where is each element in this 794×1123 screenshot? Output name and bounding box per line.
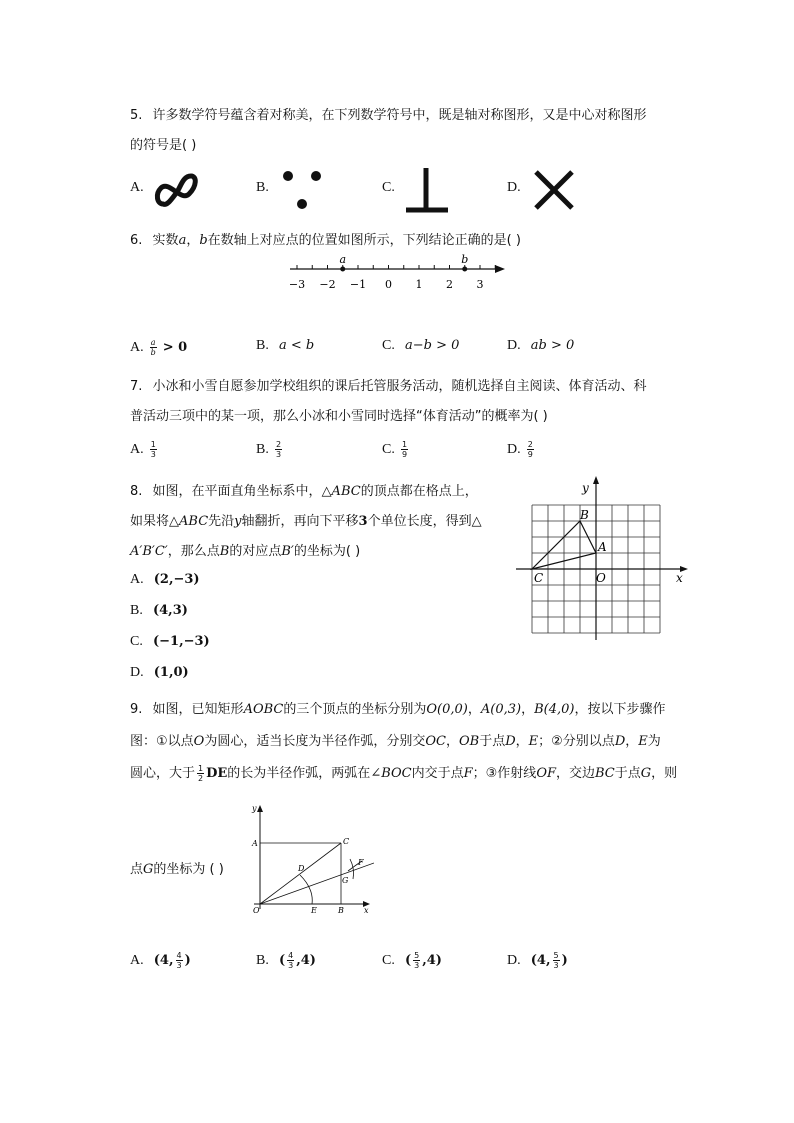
q9-arc-de [300, 875, 312, 904]
q7-option-c-frac [401, 440, 408, 459]
q6-option-b-expr: a < b [278, 338, 315, 353]
q8-num3: 3 [358, 514, 368, 529]
q8-l2b: 先沿 [208, 514, 235, 529]
q9-d-post: ) [561, 953, 568, 968]
q6-stem [130, 229, 521, 248]
q8-l2c: 轴翻折，再向下平移 [241, 514, 359, 529]
because-three-dots-symbol-icon [278, 166, 328, 214]
q9-stem-line1: 9. 如图，已知矩形AOBC的三个顶点的坐标分别为O(0,0)，A(0,3)，B(4,0)，按以下步骤作 [130, 702, 666, 717]
q9-l2d: ；②分别以点 [538, 734, 615, 749]
numberline-tick-label: −1 [349, 278, 367, 291]
q7-option-b-frac [275, 440, 282, 459]
q9-b-den: 3 [288, 961, 294, 970]
q8-l2d: 个单位长度，得到 [367, 514, 472, 529]
q9-label-D: D [298, 864, 305, 873]
q9-rect: AOBC [243, 702, 284, 717]
q8-l1b: 的顶点都在格点上， [360, 484, 478, 499]
q9-label-G: G [342, 876, 349, 885]
q6-option-a [130, 338, 187, 357]
q9-l3a: 圆心，大于 [130, 766, 196, 781]
q9-l2a: 图：①以点 [130, 734, 194, 749]
q9-l3d: ；③作射线 [472, 766, 537, 781]
q6-option-d-label: D. [507, 338, 521, 353]
q8-label-x: x [676, 571, 683, 585]
q7-stem-line2: 普活动三项中的某一项，那么小冰和小雪同时选择“体育活动”的概率为( ) [130, 409, 548, 424]
q6-option-c [382, 338, 459, 354]
q9-D2: D [614, 734, 626, 749]
q7-a-den: 3 [150, 450, 156, 459]
q5-option-c-label: C. [382, 180, 395, 195]
infinity-s-symbol-icon [153, 170, 205, 210]
q8-var-y: y [234, 514, 242, 529]
q9-half-num: 1 [198, 764, 204, 773]
numberline-point-a [340, 267, 345, 272]
q9-label-C: C [343, 837, 350, 846]
q8-label-y: y [582, 481, 589, 495]
q9-varO: O [193, 734, 205, 749]
q7-c-num: 1 [401, 440, 408, 449]
q6-option-c-expr: a−b > 0 [404, 338, 460, 353]
q6-frac-den: b [150, 348, 156, 357]
q8-tri-1: △ABC [321, 484, 361, 499]
q6-option-d-expr: ab > 0 [530, 338, 575, 353]
numberline-tick-label: −3 [288, 278, 306, 291]
q9-ray-of [260, 863, 374, 904]
q8-option-d-label: D. [130, 665, 144, 680]
q9-label-B: B [338, 906, 344, 915]
q6-text-a: 实数 [152, 233, 179, 248]
q7-stem-line1 [130, 375, 647, 394]
q8-option-c-label: C. [130, 634, 143, 649]
q9-a-num: 4 [176, 951, 182, 960]
q9-l3e: ，交边 [556, 766, 596, 781]
q5-option-d-label: D. [507, 180, 521, 195]
q9-d-den: 3 [553, 961, 559, 970]
q7-text-1: 小冰和小雪自愿参加学校组织的课后托管服务活动，随机选择自主阅读、体育活动、科 [152, 379, 647, 394]
q5-text: 许多数学符号蕴含着对称美，在下列数学符号中，既是轴对称图形，又是中心对称图形 [152, 108, 647, 123]
q9-l3b: 的长为半径作弧，两弧在 [227, 766, 371, 781]
q8-label-A: A [598, 540, 607, 554]
q6-var-b: b [199, 233, 208, 248]
q9-option-b [256, 951, 316, 970]
q8-stem-line2 [130, 510, 482, 529]
q6-number-line [285, 252, 510, 294]
q8-coordinate-grid-figure [512, 476, 692, 644]
q9-d-frac [553, 951, 560, 970]
q9-l2e: 为 [647, 734, 661, 749]
q6-option-b [256, 338, 314, 354]
q5-number: 5. [130, 108, 143, 123]
q5-option-b-label: B. [256, 180, 269, 195]
q9-option-b-label: B. [256, 953, 269, 968]
q7-option-b-label: B. [256, 442, 269, 457]
q9-l4b: 的坐标为 ( ) [153, 862, 224, 877]
q8-option-c-value: (−1,−3) [152, 634, 210, 649]
numberline-tick-label: −2 [319, 278, 336, 291]
q9-c-post: ,4) [422, 953, 442, 968]
q9-G2: G [143, 862, 154, 877]
q7-d-num: 2 [527, 440, 533, 449]
q8-option-d-value: (1,0) [153, 665, 189, 680]
q8-option-a-value: (2,−3) [153, 572, 200, 587]
q6-option-d [507, 338, 574, 354]
q6-option-a-label: A. [130, 340, 144, 355]
q6-number: 6. [130, 233, 143, 248]
q8-l3c: 的对应点 [229, 544, 282, 559]
q7-b-num: 2 [275, 440, 282, 449]
q9-angle: ∠BOC [370, 766, 412, 781]
q7-option-d-label: D. [507, 442, 521, 457]
q8-l3a: A′B′C′ [130, 544, 168, 559]
q9-b-num: 4 [288, 951, 294, 960]
q8-tri-2: △ABC [169, 514, 209, 529]
q7-option-a [130, 440, 159, 459]
q9-l3g: ，则 [651, 766, 678, 781]
q9-d-pre: (4, [530, 953, 551, 968]
q8-option-b-label: B. [130, 603, 143, 618]
q8-option-b [130, 603, 188, 619]
q7-option-c [382, 440, 410, 459]
q5-stem-line1 [130, 104, 647, 123]
q9-option-c [382, 951, 442, 970]
q6-option-a-expr: > 0 [162, 340, 188, 355]
q7-c-den: 9 [401, 450, 408, 459]
q8-l3d: 的坐标为( ) [293, 544, 361, 559]
q6-option-b-label: B. [256, 338, 269, 353]
q7-b-den: 3 [275, 450, 282, 459]
q9-l1b: 的三个顶点的坐标分别为 [283, 702, 427, 717]
q6-option-a-frac [150, 338, 157, 357]
numberline-tick-label: 2 [446, 278, 453, 291]
q8-l2a: 如果将 [130, 514, 170, 529]
q9-a-pre: (4, [153, 953, 174, 968]
q6-sep: ， [186, 233, 200, 248]
q9-half-frac [197, 764, 204, 783]
q9-c-frac [413, 951, 420, 970]
q8-l2e: △ [471, 514, 482, 529]
q9-rectangle-figure [234, 803, 374, 915]
q9-number: 9. [130, 702, 143, 717]
q9-l3c: 内交于点 [411, 766, 464, 781]
q9-c-num: 5 [414, 951, 420, 960]
q8-label-O: O [596, 571, 606, 585]
q9-OB: OB [458, 734, 480, 749]
q9-F: F [463, 766, 473, 781]
q8-l3b: ，那么点 [167, 544, 220, 559]
q9-l2b: 为圆心，适当长度为半径作弧，分别交 [204, 734, 426, 749]
q8-option-d [130, 665, 189, 681]
numberline-point-b-label: b [461, 253, 469, 266]
q9-a-post: ) [184, 953, 191, 968]
q9-BC: BC [595, 766, 615, 781]
numberline-tick-label: 0 [385, 278, 392, 291]
numberline-point-b [462, 267, 467, 272]
q9-label-A: A [252, 839, 258, 848]
q9-DE: DE [206, 766, 228, 781]
q9-d-num: 5 [553, 951, 559, 960]
q7-option-c-label: C. [382, 442, 395, 457]
q6-text-rest: 在数轴上对应点的位置如图所示，下列结论正确的是( ) [207, 233, 521, 248]
q7-option-a-frac [150, 440, 157, 459]
q8-var-B: B [219, 544, 230, 559]
q9-option-a [130, 951, 191, 970]
q8-var-Bp: B′ [281, 544, 294, 559]
q6-option-c-label: C. [382, 338, 395, 353]
q5-stem-line2: 的符号是( ) [130, 138, 197, 153]
q9-l1c: ，按以下步骤作 [574, 702, 666, 717]
q8-l1a: 如图，在平面直角坐标系中， [152, 484, 322, 499]
q7-number: 7. [130, 379, 143, 394]
q9-stem-line3 [130, 762, 677, 783]
numberline-tick-label: 3 [476, 278, 484, 291]
q9-c-pre: ( [404, 953, 412, 968]
q8-stem-line1 [130, 480, 478, 499]
q6-frac-num: a [150, 338, 156, 347]
q9-E2: E [638, 734, 648, 749]
numberline-tick-label: 1 [415, 278, 423, 291]
q8-stem-line3 [130, 540, 360, 559]
q9-l2c: 于点 [479, 734, 506, 749]
q8-number: 8. [130, 484, 143, 499]
q9-c-den: 3 [414, 961, 420, 970]
q8-option-a-label: A. [130, 572, 144, 587]
q9-label-y: y [252, 804, 257, 813]
q8-label-C: C [534, 571, 544, 585]
q7-option-b [256, 440, 284, 459]
q9-diagonal-oc [260, 843, 341, 904]
q9-option-d [507, 951, 568, 970]
q9-b-frac [287, 951, 294, 970]
q8-option-c [130, 634, 210, 650]
q9-a-den: 3 [176, 961, 182, 970]
q9-label-x: x [364, 906, 369, 915]
q7-d-den: 9 [527, 450, 533, 459]
q8-option-a [130, 572, 200, 588]
q8-label-B: B [580, 508, 589, 522]
q9-stem-line2: 图：①以点O为圆心，适当长度为半径作弧，分别交OC，OB于点D，E；②分别以点D，E为 [130, 734, 661, 749]
q9-b-pre: ( [278, 953, 286, 968]
q9-half-den: 2 [198, 774, 204, 783]
q9-l4a: 点 [130, 862, 144, 877]
numberline-point-a-label: a [339, 253, 347, 266]
perpendicular-symbol-icon [402, 164, 454, 216]
q7-option-d-frac [527, 440, 534, 459]
q9-pA: A(0,3) [480, 702, 522, 717]
q9-OF: OF [536, 766, 556, 781]
q9-option-a-label: A. [130, 953, 144, 968]
q9-option-d-label: D. [507, 953, 521, 968]
q7-a-num: 1 [150, 440, 156, 449]
q9-OC: OC [425, 734, 446, 749]
q9-pB: B(4,0) [534, 702, 575, 717]
q5-option-a-label: A. [130, 180, 144, 195]
multiplication-cross-symbol-icon [530, 166, 578, 214]
q9-label-O: O [253, 906, 260, 915]
q9-pO: O(0,0) [426, 702, 468, 717]
q9-D: D [505, 734, 516, 749]
q6-var-a: a [178, 233, 187, 248]
q9-a-frac [176, 951, 183, 970]
q9-l3f: 于点 [614, 766, 641, 781]
q9-label-E: E [311, 906, 317, 915]
q9-stem-line4 [130, 858, 224, 877]
q8-option-b-value: (4,3) [152, 603, 188, 618]
q9-b-post: ,4) [296, 953, 316, 968]
q7-option-d [507, 440, 536, 459]
q9-G: G [640, 766, 652, 781]
q9-label-F: F [358, 858, 364, 867]
q9-option-c-label: C. [382, 953, 395, 968]
q9-E: E [528, 734, 539, 749]
q9-l1a: 如图，已知矩形 [152, 702, 244, 717]
q7-option-a-label: A. [130, 442, 144, 457]
